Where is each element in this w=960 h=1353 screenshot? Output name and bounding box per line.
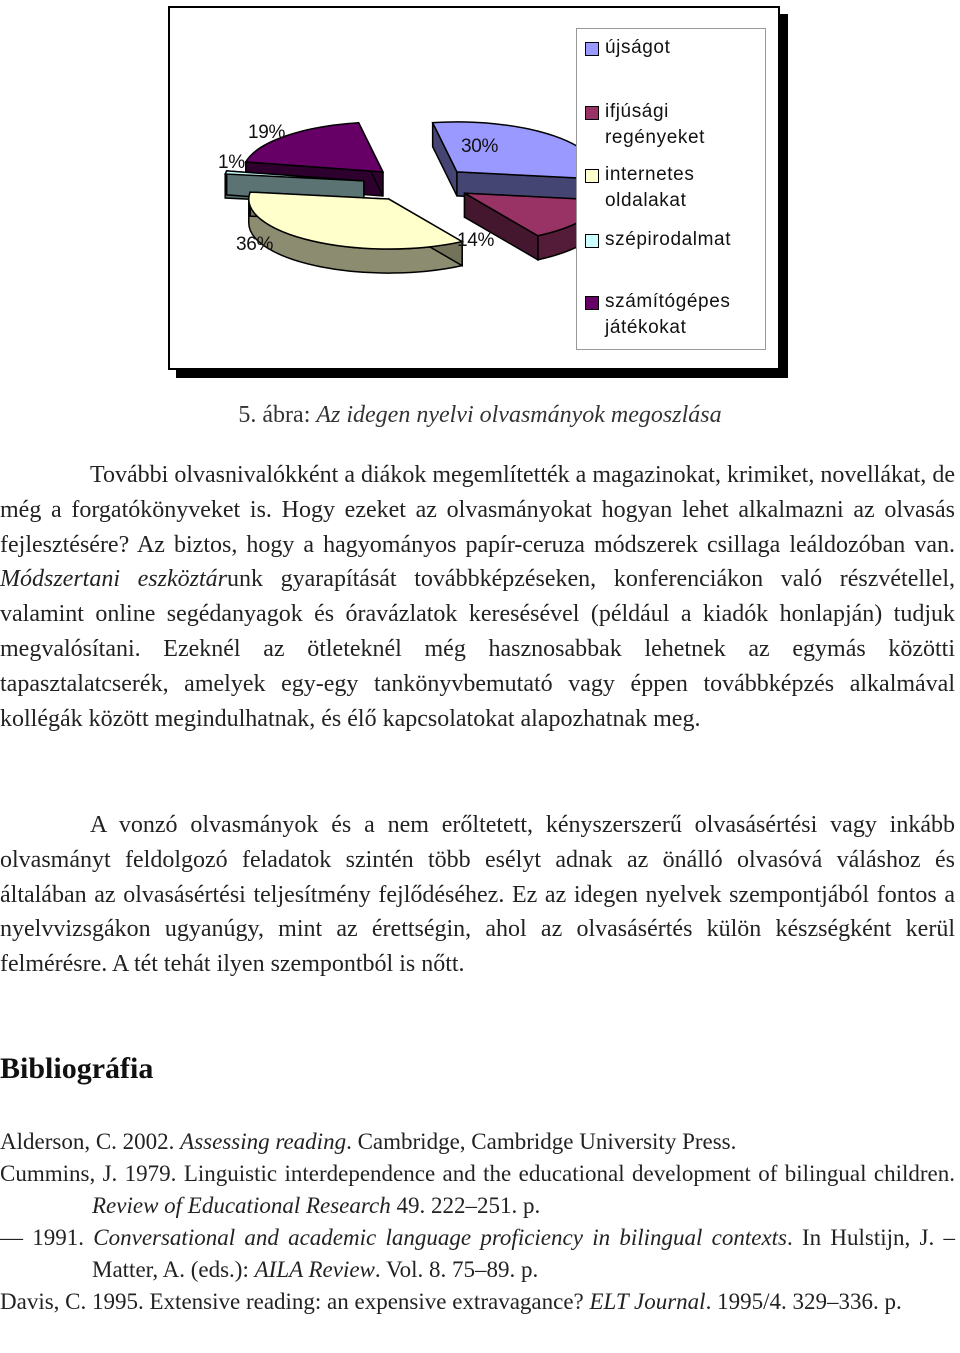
ref-text: . 1995/4. 329–336. p. [705, 1289, 902, 1314]
paragraph-1 [0, 458, 955, 736]
legend-label: újságot [605, 37, 671, 58]
ref-text: . In Hulstijn, J. – Matter, A. (eds.): [92, 1225, 956, 1282]
legend-item-ujsagot [585, 35, 765, 61]
pie-label-szepirodalmat: 1% [218, 152, 245, 173]
reference-item [0, 1158, 955, 1222]
legend-swatch [585, 42, 599, 56]
ref-text: Cummins, J. 1979. Linguistic interdependence and the educational development of bilingual children. [0, 1161, 955, 1186]
pie-label-ifjusagi: 14% [457, 230, 495, 251]
paragraph-1-italic: Módszertani eszköztár [0, 566, 227, 593]
caption-prefix: 5. ábra: [238, 402, 317, 428]
ref-text: 49. 222–251. p. [390, 1193, 541, 1218]
paragraph-1-text-a: További olvasnivalókként a diákok megemlítették a magazinokat, krimiket, novellákat, de még a forgatókönyveket is. Hogy ezeket az olvasmányokat hogyan lehet alkalmazni az olvasás fejlesztésére? Az biztos, hogy a hagyományos papír-ceruza módszerek csillaga leáldozóban van. [0, 462, 955, 558]
pie-label-ujsagot: 30% [461, 136, 499, 157]
legend-item-szepirodalmat [585, 227, 765, 253]
ref-italic: Review of Educational Research [92, 1193, 391, 1218]
ref-text: Davis, C. 1995. Extensive reading: an expensive extravagance? [0, 1289, 590, 1314]
legend-swatch [585, 106, 599, 120]
reference-item [0, 1222, 955, 1286]
legend-label: szépirodalmat [605, 229, 732, 250]
ref-text: . Vol. 8. 75–89. p. [374, 1257, 539, 1282]
ref-italic: AILA Review [254, 1257, 375, 1282]
ref-italic: ELT Journal [589, 1289, 706, 1314]
legend-label: számítógépes játékokat [605, 291, 731, 338]
legend-item-ifjusagi [585, 99, 735, 151]
ref-text: Alderson, C. 2002. [0, 1129, 181, 1154]
pie-label-internetes: 36% [236, 234, 274, 255]
ref-text: . Cambridge, Cambridge University Press. [346, 1129, 737, 1154]
paragraph-2: A vonzó olvasmányok és a nem erőltetett, kényszerszerű olvasásértési vagy inkább olvasmányt feldolgozó feladatok szintén több esélyt adnak az önálló olvasóvá váláshoz és általában az olvasásértési teljesítmény fejlődéséhez. Ez az idegen nyelvek szempontjából fontos a nyelvvizsgákon ugyanúgy, mint az érettségin, ahol az olvasásértés külön készségként kerül felmérésre. A tét tehát ilyen szempontból is nőtt. [0, 812, 955, 978]
legend-swatch [585, 169, 599, 183]
legend-item-jatekokat [585, 289, 765, 341]
reference-item [0, 1286, 955, 1318]
reference-item [0, 1126, 955, 1158]
ref-italic: Conversational and academic language proficiency in bilingual contexts [93, 1225, 788, 1250]
legend-label: internetes oldalakat [605, 164, 695, 211]
paragraph-1-text-b: unk gyarapítását továbbképzéseken, konferenciákon való részvétellel, valamint online segédanyagok és óravázlatok keresésével (például a kiadók honlapján) tudjuk megvalósítani. Ezeknél az ötleteknél még hasznosabbak lehetnek az egymás közötti tapasztalatcserék, amelyek egy-egy tankönyvbemutató vagy éppen továbbképzés alkalmával kollégák között megindulhatnak, és élő kapcsolatokat alapozhatnak meg. [0, 566, 955, 732]
legend-item-internetes [585, 162, 735, 214]
caption-title: Az idegen nyelvi olvasmányok megoszlása [316, 402, 722, 428]
ref-text: — 1991. [0, 1225, 94, 1250]
bibliography-heading: Bibliográfia [0, 1052, 154, 1085]
figure-caption [0, 400, 960, 430]
legend-swatch [585, 296, 599, 310]
legend-label: ifjúsági regényeket [605, 101, 706, 148]
chart-legend [576, 28, 766, 350]
legend-swatch [585, 234, 599, 248]
pie-slice-ujsagot [433, 122, 597, 179]
pie-label-jatekokat: 19% [248, 122, 286, 143]
ref-italic: Assessing reading [180, 1129, 347, 1154]
